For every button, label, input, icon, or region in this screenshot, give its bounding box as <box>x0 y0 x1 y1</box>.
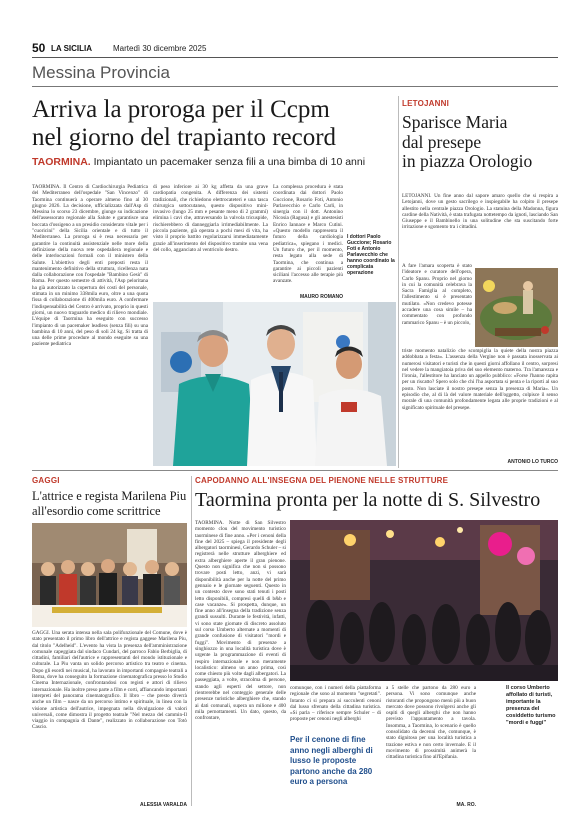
side-author: ANTONIO LO TURCO <box>507 459 558 465</box>
capodanno-body-col1: TAORMINA. Notte di San Silvestro momento clou del movimento turistico taorminese di fine anno. «Per i cenoni della fine del 2025 – spiega il presidente degli albergatori taorminesi, Gerardo Schuler – si registrerà nelle strutture alberghiere ed extra alberghiere aperte il gran pienone. Questo non significa che non si possono trovare posti letto, anzi, vi sarà disponibilità anche per la notte del primo gennaio e le giornate seguenti. Questo in un contesto dove sono stati tenuti i posti letto disponibili, compresi quelli di b&b e case vacanze». Si prospetta, dunque, un fine anno all'insegna della tradizione senza grandi sussulti. Durante le festività, infatti, vi sono state giornate di discreto assoluto sul corso Umberto alternate a momenti di grande confusione di visitatori "mordi e fuggi". Movimento di presenze a singhiozzo in una località turistica dove è urgente la programmazione di eventi di respiro internazionale e non meramente localistico: almeno un anno prima, così come chiesto più volte dagli albergatori. La passeggiata, a volte, stracolma di persone, stando agli esperti del settore, non rientrerebbe nel conteggio generale delle presenze turistiche alberghiere che, stando ai dati comunali, supera un milione e 400 mila pernottamenti. Un dato, questo, da confrontare, <box>195 520 286 722</box>
capodanno-author: MA. RO. <box>456 802 476 808</box>
side-headline-line3: in piazza Orologio <box>402 151 533 171</box>
main-body-col2: di peso inferiore ai 30 kg affetta da una grave cardiopatia congenita. A differenza dei sistemi tradizionali, che richiedono elettrocateteri e una tasca chirurgica sottocutanea, questo dispositivo mini-invasivo (lungo 25 mm e pesante meno di 2 grammi) elimina i cavi che, attraversando la valvola tricuspide, rischierebbero di danneggiarla irrimediabilmente. La piccola paziente, già operata a pochi mesi di vita, ha visto il proprio battito regolarizzarsi immediatamente grazie all'inserimento del dispositivo tramite una vena del collo, agganciato al ventricolo destro. <box>153 184 268 253</box>
section-rule <box>32 86 558 87</box>
capodanno-body-col3: a 5 stelle che partono da 280 euro a persona. Vi sono comunque anche ristoranti che propongono menù più a buon mercato dove possono rivolgersi anche gli ospiti di quegli alberghi che non hanno previsto l'appuntamento a tavola. Insomma, a Taormina, lo scenario è quello consolidato da decenni che, comunque, è stato dignitoso per una località turistica a trazione estiva e non certo invernale. E il movimento di prossimità animerà la cittadina turistica fino all'Epifania. <box>386 685 476 761</box>
column-separator-bottom <box>191 476 192 806</box>
side-body-top: LETOJANNI. Un fine anno dal sapore amaro quello che si respira a Letojanni, dove un gesto sacrilego e inspiegabile ha colpito il presepe allestito nella centrale piazza Orologio. La statuina della Madonna, figura cardine della Natività, è stata trafugata nottetempo da ignoti, lasciando San Giuseppe e il Bambinello in una solitudine che sta suscitando forte irritazione e sgomento tra i cittadini. <box>402 193 558 231</box>
capodanno-headline: Taormina pronta per la notte di S. Silvestro <box>195 489 541 511</box>
main-headline-line1: Arriva la proroga per il Ccpm <box>32 96 330 123</box>
column-separator <box>398 96 399 468</box>
side-kicker: LETOJANNI <box>402 99 449 108</box>
header-rule <box>32 57 558 58</box>
doctors-photo <box>153 302 396 466</box>
pull-quote: Per il cenone di fine anno negli alberghi di lusso le proposte partono anche da 280 euro a persona <box>290 735 373 786</box>
side-body-mid: A fare l'amara scoperta è stato l'ideatore e curatore dell'opera, Carlo Spanu. Proprio nel giorno in cui la comunità celebrava la Sacra Famiglia al completo, l'allestimento si è presentato mutilato. «Non credevo potesse accadere una cosa simile – ha commentato con profondo rammarico Spanu – è un piccolo, <box>402 263 472 326</box>
side-headline-line2: dal presepe <box>402 131 482 152</box>
capodanno-body-col2: comunque, con i numeri della piattaforma regionale che sono al momento "segretati". Intanto ci si prepara ai succulenti cenoni dal lusso sfrenato della cittadina turistica. «Si parla – riferisce sempre Schuler – di proposte per cenoni negli alberghi <box>290 685 381 723</box>
gaggi-headline <box>32 489 187 518</box>
gaggi-headline-line1: L'attrice e regista Marilena Piu <box>32 489 187 503</box>
gaggi-author: ALESSIA VARALDA <box>140 802 187 808</box>
gaggi-headline-line2: all'esordio come scrittrice <box>32 503 161 518</box>
issue-date: Martedì 30 dicembre 2025 <box>113 44 207 53</box>
side-body-bottom: triste momento natalizio che scompiglia la quiete della nostra piazza addobbata a festa». L'assenza della Vergine non è passata inosservata ai numerosi visitatori e turisti che in questi giorni affollano il centro, sorpresi nel vedere la mangiatoia priva del suo elemento materno. Tra l'amarezza e l'ironia, l'allestitore ha lanciato un appello pubblico: «Forse l'hanno rapita per un riscatto? Spero solo che chi l'ha asportata si penta e la riporti al suo posto. Non lasciate il nostro presepe senza la presenza di Maria». Un episodio che, al di là del valore materiale dell'oggetto, colpisce il senso morale di una comunità profondamente legata alle proprie tradizioni e al significato spirituale del presepe. <box>402 348 558 411</box>
doctors-illustration <box>153 302 396 466</box>
capodanno-kicker: CAPODANNO ALL'INSEGNA DEL PIENONE NELLE STRUTTURE <box>195 476 449 485</box>
section-title: Messina Provincia <box>32 63 170 82</box>
nativity-photo <box>475 268 558 347</box>
side-headline-line1: Sparisce Maria <box>402 112 508 132</box>
page-number: 50 <box>32 41 46 55</box>
newspaper-name: LA SICILIA <box>51 44 93 53</box>
presentation-photo <box>32 523 187 627</box>
sub-text: Impiantato un pacemaker senza fili a una bimba di 10 anni <box>93 156 366 168</box>
main-headline <box>32 96 394 152</box>
presentation-illustration <box>32 523 187 627</box>
gaggi-body: GAGGI. Una serata intensa nella sala polifunzionale del Comune, dove è stato presentato il primo libro dell'attrice e regista gaggese Marilena Piu, dal titolo "Adelheid". L'evento ha vista la presenza dell'amministrazione comunale capeggiata dal sindaco Cundari, del parroco Fabio Berbiglia, di cittadini, familiari dell'autrice e rappresentanti del mondo istituzionale e culturale. La Piu vanta un solido percorso artistico tra teatro e cinema. Dopo gli esordi nei musical, ha lavorato in importanti compagnie teatrali a Roma, dove ha conseguito la formazione cinematografica presso lo Studio Cinema Internazionale, confrontandosi con registi e attori di rilievo internazionale. Ha inoltre preso parte a film e corti, affiancando importanti interpreti del panorama cinematografico. Il libro – che presto diverrà anche un film – nasce da un percorso intimo e spirituale, in linea con la visione artistica dell'autrice, impegnata nella divulgazione di valori universali, come dimostra il progetto teatrale "Nel mezzo del cammin-Il viaggio in compagnia di Dante", realizzato in collaborazione con Totò Cascio. <box>32 630 187 731</box>
main-headline-line2: nel giorno del trapianto record <box>32 124 337 151</box>
sub-place: TAORMINA. <box>32 156 91 168</box>
page-header <box>32 42 558 56</box>
main-author: MAURO ROMANO <box>299 294 343 300</box>
corso-photo <box>290 520 558 681</box>
mid-rule <box>32 470 558 471</box>
main-body-col3: La complessa procedura è stata coordinata dai dottori Paolo Guccione, Rosario Foti, Antonio Parlavecchio e Carlo Carli, in sinergia con il dott. Antonino Nicosia (Ragusa) e gli anestesisti Enrico Iannace e Marco Cutini. «Questo modello rappresenta il futuro della cardiologia pediatrica», spiegano i medici. Un futuro che, per il momento, resta legato alla sede di Taormina, che continua a garantire ai piccoli pazienti siciliani l'accesso alle terapie più avanzate. <box>273 184 343 285</box>
gaggi-kicker: GAGGI <box>32 476 60 485</box>
main-subheadline <box>32 156 365 168</box>
nativity-illustration <box>475 268 558 347</box>
corso-caption: Il corso Umberto affollato di turisti, importante la presenza del cosiddetto turismo "mordi e fuggi" <box>506 685 556 726</box>
photo-caption: I dottori Paolo Guccione; Rosario Foti e Antonio Parlavecchio che hanno coordinato la complicata operazione <box>347 234 395 276</box>
main-body-col1: TAORMINA. Il Centro di Cardiochirurgia Pediatrica del Mediterraneo dell'ospedale "San Vincenzo" di Taormina continuerà a operare almeno fino al 30 giugno 2026. La decisione, ufficializzata dall'Asp di Messina lo scorso 23 dicembre, giunge su indicazione dell'assessorato regionale alla Salute e garantisce una boccata d'ossigeno a un presidio considerato vitale per i "cuoricini" della Sicilia orientale e di tutto il Mediterraneo. La proroga si è resa necessaria per garantire la continuità assistenziale nelle more della definizione della nuova rete ospedaliera regionale e delle interlocuzioni formali con il ministero della Salute. L'obiettivo degli enti preposti resta il mantenimento definitivo della struttura, ricellenza nata dalla collaborazione con l'ospedale "Bambino Gesù" di Roma. Per questo semestre di attività, l'Asp peloritana ha già autorizzato la copertura dei costi del personale, stimata in un minimo 338mila euro, oltre a una quota fissa di collaborazione di 400mila euro. A confermare l'indispensabilità del Centro è arrivato, proprio in questi giorni, un nuovo traguardo medico di rilievo mondiale. L'équipe di Taormina ha eseguito con successo l'impianto di un pacemaker leadless (senza fili) su una bambina di 10 anni, del peso di soli 24 kg. Si tratta di una delle prime procedure al mondo eseguite su una paziente pediatrica <box>32 184 148 348</box>
street-illustration <box>290 520 558 681</box>
side-headline <box>402 113 558 172</box>
